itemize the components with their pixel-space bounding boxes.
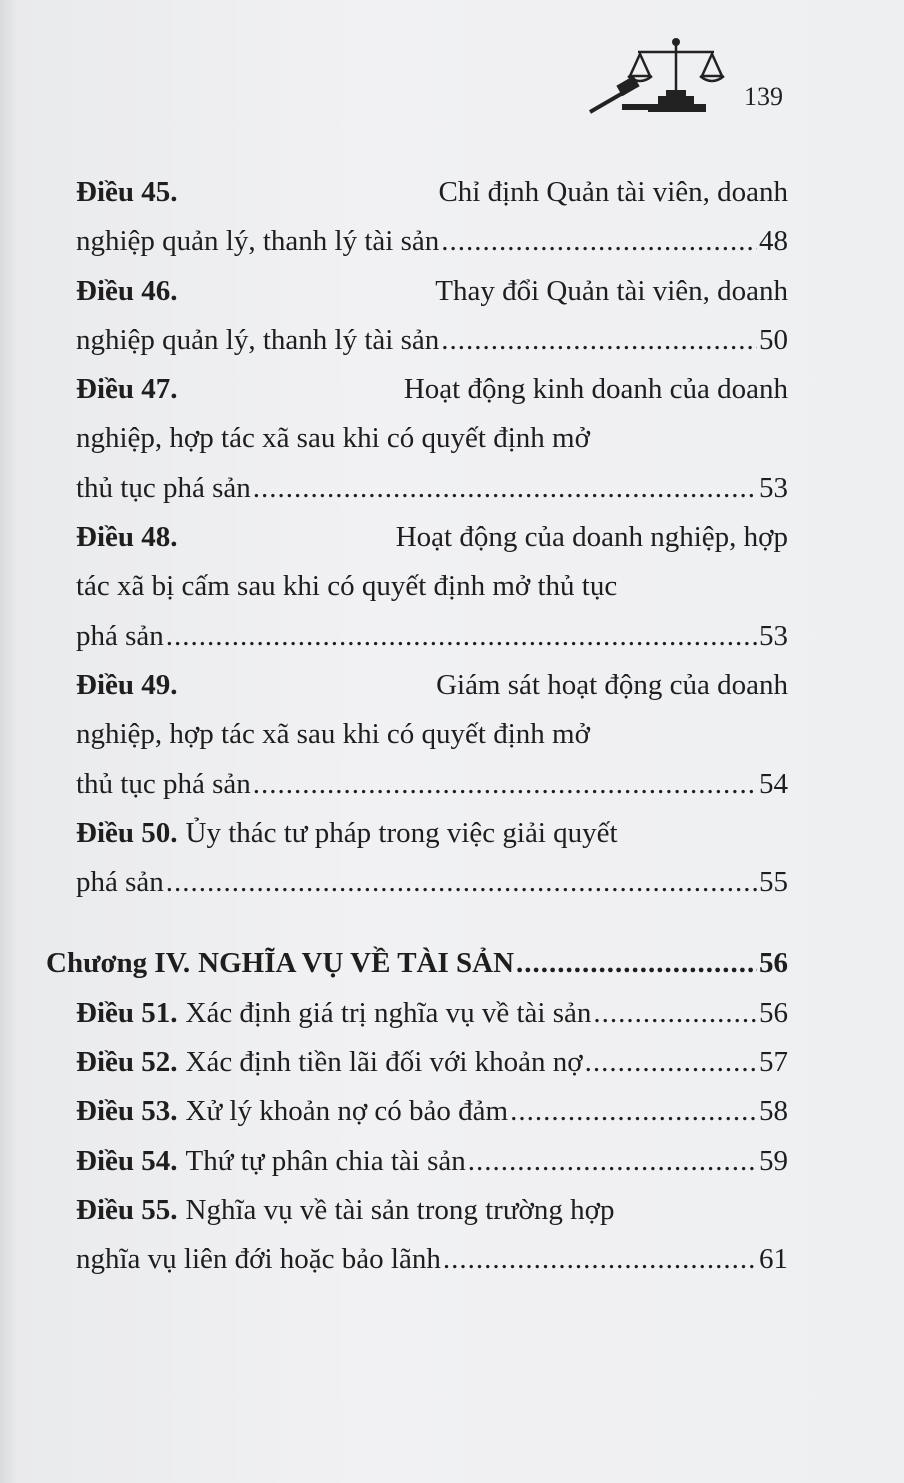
toc-entry-line [76, 661, 788, 710]
chapter-label: Chương IV. [46, 947, 191, 980]
toc-entry-line [76, 168, 788, 217]
toc-entry-line [76, 1087, 788, 1136]
article-title-line: thủ tục phá sản [76, 767, 251, 800]
article-label: Điều 48. [76, 521, 178, 554]
toc-entry-line [76, 217, 788, 266]
dot-leader [585, 1038, 757, 1087]
article-title-line: phá sản [76, 619, 164, 652]
article-title-line: Thay đổi Quản tài viên, doanh [435, 274, 788, 307]
article-title-line: thủ tục phá sản [76, 471, 251, 504]
page-gutter-shadow [0, 0, 18, 1483]
dot-leader [166, 858, 757, 907]
spacer [76, 907, 788, 939]
article-label: Điều 47. [76, 373, 178, 406]
article-title-line: nghiệp, hợp tác xã sau khi có quyết định mở [76, 422, 590, 455]
toc-entry-line [76, 464, 788, 513]
toc-entry-line [76, 1235, 788, 1284]
article-title-line: Thứ tự phân chia tài sản [185, 1144, 466, 1177]
dot-leader [253, 464, 757, 513]
article-title-line: nghiệp quản lý, thanh lý tài sản [76, 323, 440, 356]
article-label: Điều 51. [76, 996, 178, 1029]
article-label: Điều 45. [76, 176, 178, 208]
page-ref: 56 [759, 947, 788, 980]
toc-entry-line [76, 267, 788, 316]
page-ref: 57 [759, 1046, 788, 1079]
article-title-line: Xác định tiền lãi đối với khoản nợ [185, 1046, 583, 1079]
page-ref: 56 [759, 996, 788, 1029]
page-ref: 59 [759, 1144, 788, 1177]
article-title-line: Hoạt động của doanh nghiệp, hợp [395, 521, 788, 554]
toc-entry-line [76, 1038, 788, 1087]
page-ref: 54 [759, 767, 788, 800]
article-label: Điều 53. [76, 1095, 178, 1128]
toc-entry-line [76, 710, 788, 759]
chapter-title: NGHĨA VỤ VỀ TÀI SẢN [198, 947, 515, 980]
page-ref: 58 [759, 1095, 788, 1128]
article-title-line: phá sản [76, 866, 164, 899]
page-ref: 55 [759, 866, 788, 899]
toc-entry-line [76, 1186, 788, 1235]
article-title-line: nghiệp quản lý, thanh lý tài sản [76, 225, 440, 258]
page-header [588, 30, 788, 120]
article-title-line: Chỉ định Quản tài viên, doanh [438, 176, 788, 208]
toc-entry-line [76, 562, 788, 611]
toc-entry-line [76, 809, 788, 858]
article-label: Điều 55. [76, 1193, 178, 1226]
article-title-line: tác xã bị cấm sau khi có quyết định mở thủ tục [76, 570, 618, 603]
dot-leader [443, 1235, 757, 1284]
toc-entry-line [76, 760, 788, 809]
dot-leader [441, 316, 757, 365]
dot-leader [441, 217, 757, 266]
toc-entry-line [76, 513, 788, 562]
toc-entry-line [76, 316, 788, 365]
page-ref: 61 [759, 1243, 788, 1276]
article-label: Điều 52. [76, 1046, 178, 1079]
article-label: Điều 49. [76, 668, 178, 701]
table-of-contents [46, 168, 788, 1285]
article-title-line: Xác định giá trị nghĩa vụ về tài sản [185, 996, 592, 1029]
toc-entry-line [76, 612, 788, 661]
toc-entry-line [76, 414, 788, 463]
article-title-line: Giám sát hoạt động của doanh [436, 668, 788, 701]
dot-leader [253, 760, 757, 809]
article-label: Điều 46. [76, 274, 178, 307]
article-label: Điều 50. [76, 816, 178, 849]
page-ref: 53 [759, 619, 788, 652]
dot-leader [593, 989, 757, 1038]
article-label: Điều 54. [76, 1144, 178, 1177]
scales-gavel-icon [588, 30, 728, 120]
dot-leader [166, 612, 757, 661]
page-ref: 53 [759, 471, 788, 504]
article-title-line: Ủy thác tư pháp trong việc giải quyết [185, 816, 618, 849]
article-title-line: Xử lý khoản nợ có bảo đảm [185, 1095, 509, 1128]
page-number: 139 [744, 82, 783, 111]
article-title-line: Nghĩa vụ về tài sản trong trường hợp [185, 1193, 615, 1226]
dot-leader [510, 1087, 757, 1136]
page-ref: 48 [759, 225, 788, 258]
toc-entry-line [76, 1137, 788, 1186]
toc-chapter-line [46, 939, 788, 988]
dot-leader [468, 1137, 757, 1186]
article-title-line: Hoạt động kinh doanh của doanh [403, 373, 788, 406]
toc-entry-line [76, 989, 788, 1038]
article-title-line: nghiệp, hợp tác xã sau khi có quyết định mở [76, 718, 590, 751]
toc-entry-line [76, 365, 788, 414]
article-title-line: nghĩa vụ liên đới hoặc bảo lãnh [76, 1243, 441, 1276]
toc-entry-line [76, 858, 788, 907]
dot-leader [516, 939, 757, 988]
page-ref: 50 [759, 323, 788, 356]
